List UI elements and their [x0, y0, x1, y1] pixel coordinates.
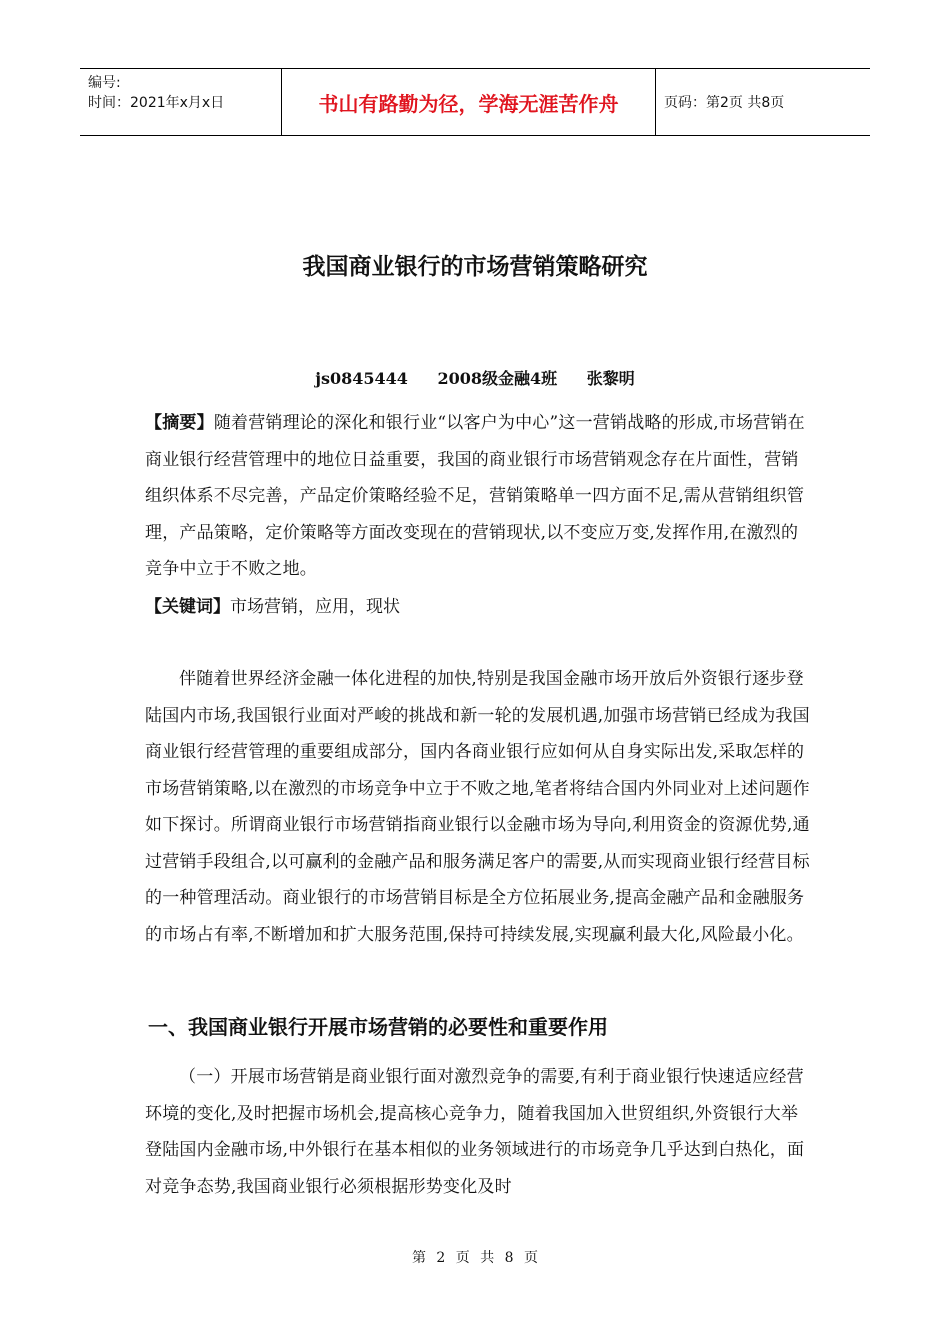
abstract-text: 随着营销理论的深化和银行业“以客户为中心”这一营销战略的形成,市场营销在商业银行经营管理中的地位日益重要，我国的商业银行市场营销观念存在片面性，营销组织体系不尽完善，产品定价策略经验不足，营销策略单一四方面不足,需从营销组织管理，产品策略，定价策略等方面改变现在的营销现状,以不变应万变,发挥作用,在激烈的竞争中立于不败之地。: [145, 413, 805, 579]
header-motto: 书山有路勤为径，学海无涯苦作舟: [282, 69, 656, 135]
student-id: js0845444: [315, 369, 408, 388]
keywords: [145, 589, 810, 625]
paragraph-text: 伴随着世界经济金融一体化进程的加快,特别是我国金融市场开放后外资银行逐步登陆国内市场,我国银行业面对严峻的挑战和新一轮的发展机遇,加强市场营销已经成为我国商业银行经营管理的重要组成部分，国内各商业银行应如何从自身实际出发,采取怎样的市场营销策略,以在激烈的市场竞争中立于不败之地,笔者将结合国内外同业对上述问题作如下探讨。所谓商业银行市场营销指商业银行以金融市场为导向,利用资金的资源优势,通过营销手段组合,以可赢利的金融产品和服务满足客户的需要,从而实现商业银行经营目标的一种管理活动。商业银行的市场营销目标是全方位拓展业务,提高金融产品和金融服务的市场占有率,不断增加和扩大服务范围,保持可持续发展,实现赢利最大化,风险最小化。: [145, 669, 810, 945]
student-class: 2008级金融4班: [437, 369, 558, 388]
author-line: [0, 366, 950, 389]
page-footer: 第 2 页 共 8 页: [411, 1250, 539, 1266]
header-page-number: 页码：第2页 共8页: [664, 95, 785, 111]
abstract: [145, 405, 810, 588]
abstract-label: 【摘要】: [145, 413, 214, 433]
section-heading: 一、我国商业银行开展市场营销的必要性和重要作用: [148, 1015, 608, 1039]
page-header: [80, 68, 870, 136]
keywords-label: 【关键词】: [145, 597, 230, 617]
paragraph-text: （一）开展市场营销是商业银行面对激烈竞争的需要,有利于商业银行快速适应经营环境的变化,及时把握市场机会,提高核心竞争力，随着我国加入世贸组织,外资银行大举登陆国内金融市场,中外银行在基本相似的业务领域进行的市场竞争几乎达到白热化，面对竞争态势,我国商业银行必须根据形势变化及时: [145, 1067, 805, 1197]
number-label: 编号:: [88, 75, 121, 91]
document-title: 我国商业银行的市场营销策略研究: [302, 254, 648, 280]
time-label: 时间：2021年x月x日: [88, 95, 225, 111]
section-paragraph: [145, 1059, 810, 1205]
header-meta: [80, 69, 282, 135]
keywords-text: 市场营销，应用，现状: [230, 597, 400, 617]
author-name: 张黎明: [586, 369, 635, 388]
intro-paragraph: [145, 661, 810, 953]
